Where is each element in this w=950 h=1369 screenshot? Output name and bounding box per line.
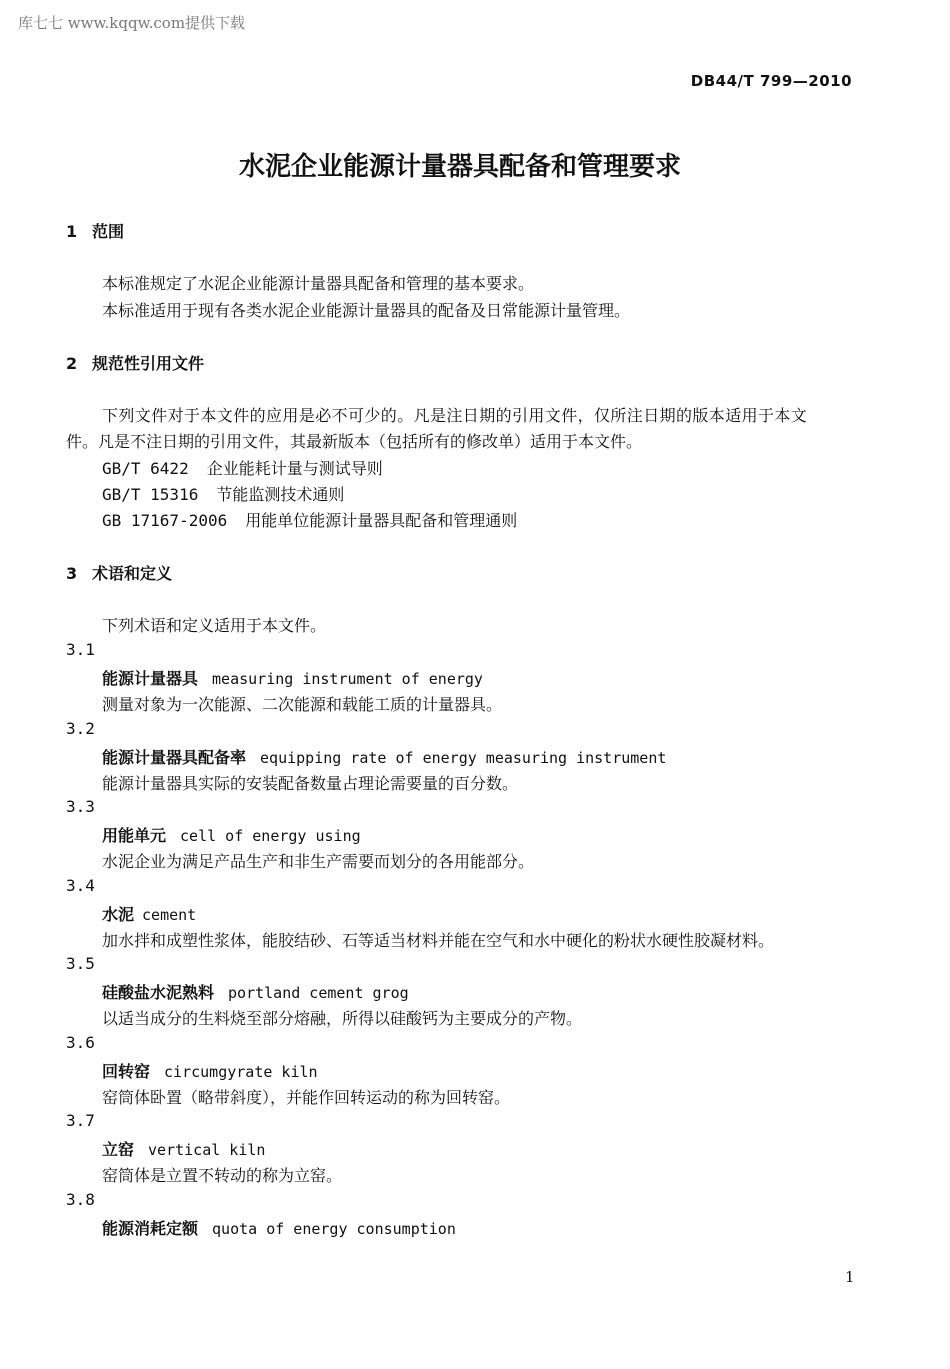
term-en: circumgyrate kiln <box>164 1063 318 1081</box>
clause-number: 3.8 <box>66 1190 95 1209</box>
term-heading <box>102 902 196 925</box>
term-en: quota of energy consumption <box>212 1220 456 1238</box>
term-en: cement <box>142 906 197 924</box>
clause-number: 3.4 <box>66 876 95 895</box>
page-title: 水泥企业能源计量器具配备和管理要求 <box>238 152 681 182</box>
term-definition: 能源计量器具实际的安装配备数量占理论需要量的百分数。 <box>102 774 519 793</box>
paragraph: 本标准规定了水泥企业能源计量器具配备和管理的基本要求。 <box>102 274 535 293</box>
reference-title: 企业能耗计量与测试导则 <box>206 459 383 478</box>
term-zh: 能源计量器具配备率 <box>102 748 247 767</box>
page-number: 1 <box>845 1268 855 1286</box>
term-definition: 加水拌和成塑性浆体，能胶结砂、石等适当材料并能在空气和水中硬化的粉状水硬性胶凝材料。 <box>102 931 775 950</box>
normative-reference <box>102 456 383 479</box>
clause-number: 3.1 <box>66 640 95 659</box>
normative-reference <box>102 482 344 505</box>
term-definition: 水泥企业为满足产品生产和非生产需要而划分的各用能部分。 <box>102 852 535 871</box>
section-title: 规范性引用文件 <box>92 354 205 373</box>
section-number: 1 <box>66 222 78 241</box>
term-zh: 硅酸盐水泥熟料 <box>102 983 215 1002</box>
section-3-heading <box>66 561 172 584</box>
term-zh: 能源消耗定额 <box>102 1219 199 1238</box>
paragraph: 下列文件对于本文件的应用是必不可少的。凡是注日期的引用文件，仅所注日期的版本适用于本文 <box>102 406 808 425</box>
clause-number: 3.6 <box>66 1033 95 1052</box>
section-title: 范围 <box>92 222 125 241</box>
term-heading <box>102 1216 456 1239</box>
document-number: DB44/T 799—2010 <box>690 72 852 90</box>
term-heading <box>102 745 666 768</box>
watermark-text: 库七七 www.kqqw.com提供下载 <box>18 14 246 32</box>
paragraph: 本标准适用于现有各类水泥企业能源计量器具的配备及日常能源计量管理。 <box>102 301 631 320</box>
term-definition: 窑筒体是立置不转动的称为立窑。 <box>102 1166 343 1185</box>
reference-code: GB/T 6422 <box>102 459 189 478</box>
reference-title: 用能单位能源计量器具配备和管理通则 <box>245 511 518 530</box>
term-en: equipping rate of energy measuring instrument <box>260 749 667 767</box>
term-definition: 窑筒体卧置（略带斜度），并能作回转运动的称为回转窑。 <box>102 1088 511 1107</box>
section-number: 2 <box>66 354 78 373</box>
term-definition: 以适当成分的生料烧至部分熔融，所得以硅酸钙为主要成分的产物。 <box>102 1009 583 1028</box>
term-zh: 能源计量器具 <box>102 669 199 688</box>
term-definition: 测量对象为一次能源、二次能源和载能工质的计量器具。 <box>102 695 503 714</box>
term-heading <box>102 823 361 846</box>
normative-reference <box>102 508 517 531</box>
term-heading <box>102 980 409 1003</box>
term-zh: 回转窑 <box>102 1062 151 1081</box>
clause-number: 3.7 <box>66 1111 95 1130</box>
section-2-heading <box>66 351 204 374</box>
section-title: 术语和定义 <box>92 564 173 583</box>
section-1-heading <box>66 219 124 242</box>
term-en: vertical kiln <box>148 1141 266 1159</box>
section-number: 3 <box>66 564 78 583</box>
reference-title: 节能监测技术通则 <box>216 485 345 504</box>
term-zh: 水泥 <box>102 905 135 924</box>
term-heading <box>102 1059 318 1082</box>
paragraph: 件。凡是不注日期的引用文件，其最新版本（包括所有的修改单）适用于本文件。 <box>66 432 643 451</box>
reference-code: GB/T 15316 <box>102 485 199 504</box>
paragraph: 下列术语和定义适用于本文件。 <box>102 616 327 635</box>
term-heading <box>102 666 483 689</box>
term-en: portland cement grog <box>228 984 409 1002</box>
clause-number: 3.3 <box>66 797 95 816</box>
term-en: cell of energy using <box>180 827 361 845</box>
clause-number: 3.5 <box>66 954 95 973</box>
term-heading <box>102 1137 265 1160</box>
term-en: measuring instrument of energy <box>212 670 483 688</box>
term-zh: 立窑 <box>102 1140 135 1159</box>
term-zh: 用能单元 <box>102 826 167 845</box>
clause-number: 3.2 <box>66 719 95 738</box>
reference-code: GB 17167-2006 <box>102 511 228 530</box>
